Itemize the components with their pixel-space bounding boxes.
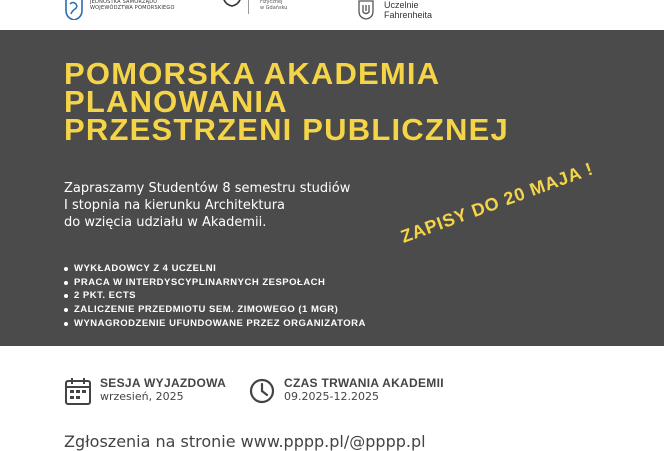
logo3-text bbox=[384, 0, 432, 20]
duration-label: CZAS TRWANIA AKADEMII bbox=[284, 376, 444, 390]
academy-crest-icon bbox=[220, 0, 244, 10]
duration-value: 09.2025-12.2025 bbox=[284, 390, 379, 403]
logo3-line-1: Uczelnie bbox=[384, 0, 419, 10]
logo2-separator bbox=[248, 0, 249, 14]
calendar-icon bbox=[64, 376, 92, 406]
session-value: wrzesień, 2025 bbox=[100, 390, 184, 403]
clock-icon bbox=[248, 376, 276, 406]
benefits-list bbox=[64, 262, 366, 331]
fahrenheit-shield-icon bbox=[357, 0, 375, 20]
logo2-line-1: Fizycznej bbox=[260, 0, 283, 5]
logo3-line-2: Fahrenheita bbox=[384, 10, 433, 20]
benefit-item: WYNAGRODZENIE UFUNDOWANE PRZEZ ORGANIZATORA bbox=[64, 317, 366, 331]
title-line-1: POMORSKA AKADEMIA bbox=[64, 56, 441, 91]
logo1-text bbox=[90, 0, 175, 11]
logo2-line-2: w Gdańsku bbox=[260, 5, 288, 11]
benefit-item: PRACA W INTERDYSCYPLINARNYCH ZESPOŁACH bbox=[64, 276, 366, 290]
benefit-item: ZALICZENIE PRZEDMIOTU SEM. ZIMOWEGO (1 MGR) bbox=[64, 303, 366, 317]
intro-line-1: Zapraszamy Studentów 8 semestru studiów bbox=[64, 181, 351, 196]
benefit-item: WYKŁADOWCY Z 4 UCZELNI bbox=[64, 262, 366, 276]
pomeranian-griffin-emblem-icon bbox=[64, 0, 84, 20]
logo1-line-2: WOJEWÓDZTWA POMORSKIEGO bbox=[90, 5, 175, 11]
logo-strip bbox=[0, 0, 664, 30]
title-line-3: PRZESTRZENI PUBLICZNEJ bbox=[64, 112, 509, 147]
registration-deadline-stamp: ZAPISY DO 20 MAJA ! bbox=[398, 158, 596, 247]
intro-text bbox=[64, 180, 350, 231]
intro-line-3: do wzięcia udziału w Akademii. bbox=[64, 215, 267, 230]
page-title bbox=[64, 56, 509, 147]
session-label: SESJA WYJAZDOWA bbox=[100, 376, 227, 390]
title-line-2: PLANOWANIA bbox=[64, 84, 288, 119]
intro-line-2: I stopnia na kierunku Architektura bbox=[64, 198, 286, 213]
benefit-item: 2 PKT. ECTS bbox=[64, 289, 366, 303]
logo1-line-1: JEDNOSTKA SAMORZĄDU bbox=[90, 0, 158, 5]
logo2-text bbox=[260, 0, 287, 11]
footer-text: Zgłoszenia na stronie www.pppp.pl/@pppp.pl bbox=[64, 432, 426, 451]
